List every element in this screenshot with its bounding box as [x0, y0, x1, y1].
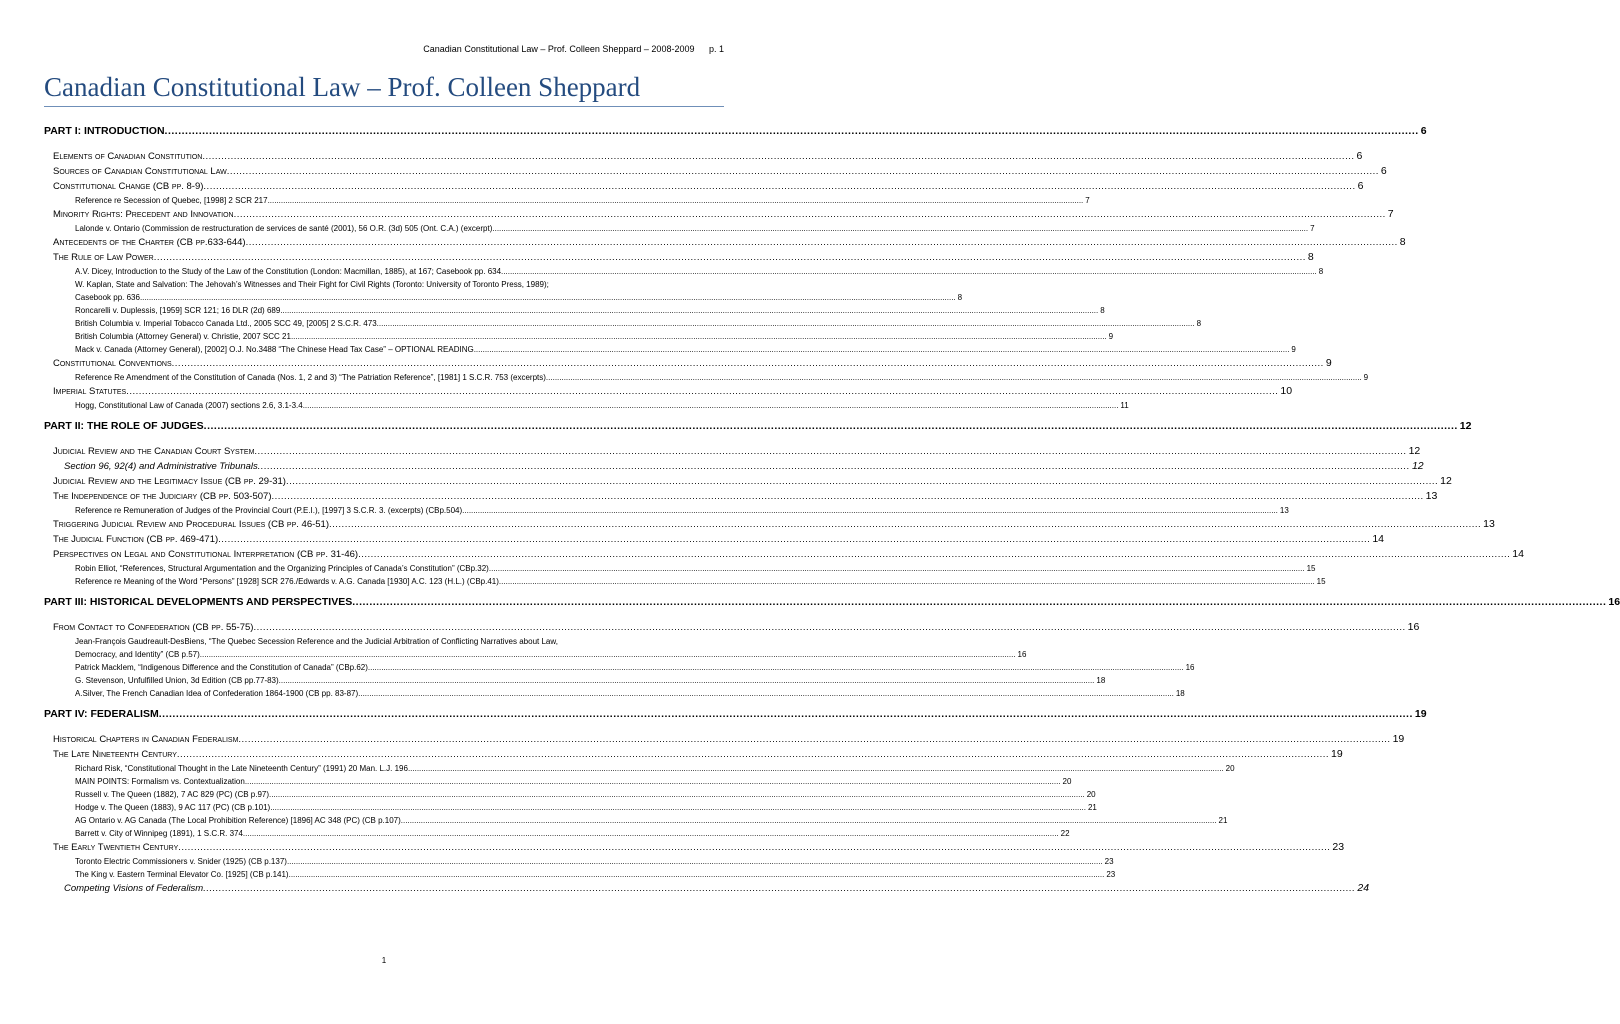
toc-entry-text: PART III: HISTORICAL DEVELOPMENTS AND PERSPECTIVES: [44, 596, 353, 608]
toc-entry[interactable]: [44, 304, 1105, 317]
dot-leader: [286, 474, 1438, 489]
toc-page-number: 18: [1096, 676, 1106, 685]
dot-leader: [159, 707, 1413, 722]
toc-entry[interactable]: [44, 562, 1316, 575]
dot-leader: [289, 868, 1105, 881]
toc-page-number: 16: [1407, 621, 1420, 633]
toc-page-number: 22: [1060, 829, 1070, 838]
toc-page-number: 9: [1325, 357, 1332, 369]
toc-page-number: 8: [1196, 319, 1202, 328]
toc-page-number: 23: [1104, 857, 1114, 866]
toc-page-number: 11: [1120, 401, 1129, 410]
dot-leader: [172, 356, 1324, 371]
dot-leader: [126, 384, 1278, 399]
dot-leader: [352, 595, 1606, 610]
toc-entry-multiline[interactable]: [44, 635, 1027, 661]
dot-leader: [202, 149, 1354, 164]
toc-page-number: 6: [1380, 165, 1387, 177]
toc-entry[interactable]: [44, 687, 1185, 700]
toc-entry-continuation[interactable]: [75, 648, 1027, 661]
toc-entry-text: Democracy, and Identity” (CB p.57): [75, 650, 200, 659]
toc-entry-text: The King v. Eastern Terminal Elevator Co. [1925] (CB p.141): [75, 870, 289, 879]
dot-leader: [462, 504, 1278, 517]
toc-entry-text: W. Kaplan, State and Salvation: The Jehovah’s Witnesses and Their Fight for Civil Rights (Toronto: University of Toronto Press, 1989);: [75, 280, 549, 289]
toc-page-number: 19: [1392, 733, 1405, 745]
toc-entry-text: Historical Chapters in Canadian Federalism: [53, 734, 239, 745]
dot-leader: [234, 207, 1386, 222]
dot-leader: [358, 547, 1510, 562]
toc-part-heading[interactable]: [44, 124, 1427, 139]
page-number: 1: [381, 956, 387, 965]
toc-entry-text: Elements of Canadian Constitution: [53, 151, 203, 162]
toc-entry[interactable]: [44, 827, 1070, 840]
toc-entry-text: Hogg, Constitutional Law of Canada (2007) sections 2.6, 3.1-3.4: [75, 401, 303, 410]
toc-entry-text: Perspectives on Legal and Constitutional Interpretation (CB pp. 31-46): [53, 549, 359, 560]
toc-entry-text: Mack v. Canada (Attorney General), [2002] O.J. No.3488 “The Chinese Head Tax Case” – OPTIONAL READING: [75, 345, 474, 354]
toc-page-number: 23: [1106, 870, 1116, 879]
dot-leader: [218, 532, 1370, 547]
dot-leader: [287, 855, 1103, 868]
toc-page-number: 23: [1332, 841, 1345, 853]
toc-entry-text: Section 96, 92(4) and Administrative Tribunals: [64, 461, 258, 472]
toc-entry-text: Russell v. The Queen (1882), 7 AC 829 (PC) (CB p.97): [75, 790, 270, 799]
dot-leader: [329, 517, 1481, 532]
document-title: Canadian Constitutional Law – Prof. Colleen Sheppard: [44, 72, 641, 102]
toc-page-number: 15: [1316, 577, 1326, 586]
toc-page-number: 12: [1411, 460, 1424, 472]
dot-leader: [177, 747, 1329, 762]
toc-entry-text: British Columbia v. Imperial Tobacco Canada Ltd., 2005 SCC 49, [2005] 2 S.C.R. 473.: [75, 319, 379, 328]
toc-page-number: 8: [957, 293, 963, 302]
toc-entry[interactable]: [44, 399, 1129, 412]
toc-section[interactable]: [44, 620, 1420, 635]
section-spacer: [44, 588, 724, 595]
dot-leader: [546, 371, 1362, 384]
toc-section[interactable]: [44, 474, 1452, 489]
toc-page-number: 9: [1363, 373, 1369, 382]
toc-entry-multiline[interactable]: [44, 278, 963, 304]
toc-section[interactable]: [44, 489, 1438, 504]
dot-leader: [238, 732, 1390, 747]
toc-entry-text: AG Ontario v. AG Canada (The Local Prohibition Reference) [1896] AC 348 (PC) (CB p.107): [75, 816, 401, 825]
toc-entry-text: PART IV: FEDERALISM: [44, 708, 159, 720]
toc-entry-text: Sources of Canadian Constitutional Law: [53, 166, 227, 177]
toc-entry-text: PART II: THE ROLE OF JUDGES: [44, 420, 204, 432]
toc-entry-text: The Judicial Function (CB pp. 469-471): [53, 534, 219, 545]
toc-page-number: 7: [1387, 208, 1394, 220]
toc-entry[interactable]: [44, 504, 1289, 517]
toc-section[interactable]: [44, 517, 1495, 532]
dot-leader: [246, 235, 1398, 250]
toc-entry-text: Reference re Remuneration of Judges of the Provincial Court (P.E.I.), [1997] 3 S.C.R. 3. (excerpts) (CBp.504): [75, 506, 463, 515]
toc-page-number: 16: [1608, 596, 1620, 608]
toc-part-heading[interactable]: [44, 419, 1472, 434]
toc-page-number: 8: [1307, 251, 1314, 263]
toc-entry-text: Reference re Meaning of the Word “Persons” [1928] SCR 276./Edwards v. A.G. Canada [1930] A.C. 123 (H.L.) (CBp.41): [75, 577, 499, 586]
toc-section[interactable]: [44, 235, 1406, 250]
toc-entry-text: Minority Rights: Precedent and Innovation: [53, 209, 234, 220]
toc-entry-text: British Columbia (Attorney General) v. Christie, 2007 SCC 21: [75, 332, 291, 341]
toc-page-number: 16: [1017, 650, 1027, 659]
toc-part-heading[interactable]: [44, 707, 1427, 722]
toc-page-number: 8: [1318, 267, 1324, 276]
toc-entry-text: Triggering Judicial Review and Procedural Issues (CB pp. 46-51): [53, 519, 329, 530]
toc-entry-text: Competing Visions of Federalism: [64, 883, 204, 894]
header-page-label: p. 1: [708, 44, 724, 54]
dot-leader: [203, 881, 1355, 896]
toc-entry-text: G. Stevenson, Unfulfilled Union, 3d Edition (CB pp.77-83): [75, 676, 279, 685]
toc-entry-text: Judicial Review and the Canadian Court System: [53, 446, 255, 457]
toc-entry-text: The Independence of the Judiciary (CB pp. 503-507): [53, 491, 272, 502]
dot-leader: [474, 343, 1290, 356]
toc-page-number: 20: [1062, 777, 1072, 786]
dot-leader: [492, 222, 1308, 235]
toc-section[interactable]: [44, 547, 1524, 562]
toc-entry-text: PART I: INTRODUCTION: [44, 125, 165, 137]
toc-entry[interactable]: [44, 265, 1324, 278]
toc-page-number: 12: [1440, 475, 1452, 487]
running-title: Canadian Constitutional Law – Prof. Colleen Sheppard – 2008-2009: [423, 44, 695, 54]
toc-section[interactable]: [44, 356, 1332, 371]
dot-leader: [268, 194, 1084, 207]
dot-leader: [368, 661, 1184, 674]
dot-leader: [291, 330, 1107, 343]
toc-entry-text: A.Silver, The French Canadian Idea of Confederation 1864-1900 (CB pp. 83-87): [75, 689, 359, 698]
toc-entry[interactable]: [44, 222, 1315, 235]
toc-page-number: 13: [1425, 490, 1438, 502]
toc-part-heading[interactable]: [44, 595, 1620, 610]
dot-leader: [499, 575, 1315, 588]
toc-entry-text: Patrick Macklem, “Indigenous Difference and the Constitution of Canada” (CBp.62): [75, 663, 368, 672]
toc-entry-text: Constitutional Change (CB pp. 8-9): [53, 181, 204, 192]
toc-entry[interactable]: [44, 317, 1202, 330]
dot-leader: [165, 124, 1419, 139]
dot-leader: [254, 444, 1406, 459]
toc-page-number: 10: [1280, 385, 1293, 397]
toc-subsection[interactable]: [44, 459, 1424, 474]
toc-section[interactable]: [44, 732, 1405, 747]
running-header: [423, 44, 724, 54]
dot-leader: [140, 291, 956, 304]
toc-section[interactable]: [44, 747, 1343, 762]
toc-entry-text: Richard Risk, “Constitutional Thought in the Late Nineteenth Century” (1991) 20 Man. L.J. 196: [75, 764, 408, 773]
toc-section[interactable]: [44, 149, 1363, 164]
toc-entry[interactable]: [44, 775, 1072, 788]
dot-leader: [154, 250, 1306, 265]
toc-page-number: 16: [1185, 663, 1195, 672]
dot-leader: [279, 674, 1095, 687]
dot-leader: [200, 648, 1016, 661]
toc-section[interactable]: [44, 840, 1345, 855]
toc-entry-text: From Contact to Confederation (CB pp. 55-75): [53, 622, 254, 633]
section-spacer: [44, 700, 724, 707]
toc-entry-text: Lalonde v. Ontario (Commission de restructuration de services de santé (2001), 56 O.R. (3d) 505 (Ont. C.A.) (excerpt): [75, 224, 493, 233]
dot-leader: [269, 788, 1085, 801]
toc-page-number: 19: [1414, 708, 1427, 720]
dot-leader: [243, 827, 1059, 840]
section-spacer: [44, 412, 724, 419]
toc-entry-text: Reference re Secession of Quebec, [1998] 2 SCR 217: [75, 196, 268, 205]
toc-entry-text: The Rule of Law Power: [53, 252, 154, 263]
toc-subsection[interactable]: [44, 881, 1370, 896]
toc-entry[interactable]: [44, 330, 1114, 343]
toc-entry-text: Hodge v. The Queen (1883), 9 AC 117 (PC) (CB p.101): [75, 803, 271, 812]
toc-entry-text: Imperial Statutes: [53, 386, 127, 397]
toc-entry[interactable]: [44, 868, 1116, 881]
dot-leader: [303, 399, 1119, 412]
dot-leader: [401, 814, 1217, 827]
toc-entry[interactable]: [44, 343, 1296, 356]
dot-leader: [379, 317, 1195, 330]
dot-leader: [245, 775, 1061, 788]
toc-page-number: 20: [1086, 790, 1096, 799]
toc-section[interactable]: [44, 250, 1314, 265]
toc-entry-text: Robin Elliot, “References, Structural Argumentation and the Organizing Principles of Canada’s Constitution” (CBp.32): [75, 564, 489, 573]
dot-leader: [227, 164, 1379, 179]
dot-leader: [283, 304, 1099, 317]
toc-entry[interactable]: [44, 788, 1096, 801]
toc-entry-text: Casebook pp. 636: [75, 293, 140, 302]
toc-page-number: 13: [1483, 518, 1495, 530]
toc-section[interactable]: [44, 164, 1387, 179]
toc-page-number: 9: [1291, 345, 1296, 354]
toc-page-number: 12: [1408, 445, 1421, 457]
dot-leader: [203, 179, 1355, 194]
toc-section[interactable]: [44, 532, 1385, 547]
toc-entry-text: The Late Nineteenth Century: [53, 749, 177, 760]
toc-entry-text: Toronto Electric Commissioners v. Snider (1925) (CB p.137): [75, 857, 287, 866]
toc-page-number: 20: [1225, 764, 1235, 773]
toc-entry-text: A.V. Dicey, Introduction to the Study of the Law of the Constitution (London: Macmillan, 1885), at 167; Casebook pp. 634: [75, 267, 502, 276]
dot-leader: [271, 489, 1423, 504]
table-of-contents: [44, 124, 1620, 896]
toc-entry[interactable]: [44, 855, 1114, 868]
toc-page-number: 18: [1175, 689, 1185, 698]
toc-page-number: 7: [1310, 224, 1315, 233]
toc-entry[interactable]: [44, 762, 1235, 775]
toc-entry-text: The Early Twentieth Century: [53, 842, 179, 853]
dot-leader: [489, 562, 1305, 575]
dot-leader: [270, 801, 1086, 814]
dot-leader: [253, 620, 1405, 635]
toc-page-number: 19: [1331, 748, 1343, 760]
toc-entry[interactable]: [44, 814, 1228, 827]
toc-entry[interactable]: [44, 661, 1195, 674]
toc-page-number: 6: [1356, 150, 1363, 162]
toc-section[interactable]: [44, 444, 1421, 459]
toc-entry-text: Antecedents of the Charter (CB pp.633-644): [53, 237, 246, 248]
toc-page-number: 6: [1357, 180, 1364, 192]
toc-entry-text: Reference Re Amendment of the Constitution of Canada (Nos. 1, 2 and 3) “The Patriation Reference”, [1981] 1 S.C.R. 753 (excerpts): [75, 373, 546, 382]
toc-entry-text: MAIN POINTS: Formalism vs. Contextualization: [75, 777, 245, 786]
toc-entry-text: Jean-François Gaudreault-DesBiens, “The Quebec Secession Reference and the Judicial Arbitration of Conflicting Narratives about Law,: [75, 637, 558, 646]
toc-section[interactable]: [44, 384, 1293, 399]
toc-entry[interactable]: [44, 194, 1090, 207]
toc-page-number: 21: [1087, 803, 1097, 812]
toc-entry[interactable]: [44, 801, 1097, 814]
dot-leader: [178, 840, 1330, 855]
toc-page-number: 9: [1108, 332, 1114, 341]
title-underline: [44, 106, 724, 107]
dot-leader: [501, 265, 1317, 278]
toc-entry-text: Judicial Review and the Legitimacy Issue (CB pp. 29-31): [53, 476, 286, 487]
dot-leader: [258, 459, 1410, 474]
toc-page-number: 21: [1218, 816, 1228, 825]
toc-entry-text: Barrett v. City of Winnipeg (1891), 1 S.C.R. 374: [75, 829, 243, 838]
toc-page-number: 12: [1459, 420, 1472, 432]
toc-page-number: 6: [1420, 125, 1427, 137]
toc-entry[interactable]: [44, 575, 1326, 588]
toc-section[interactable]: [44, 179, 1364, 194]
dot-leader: [358, 687, 1174, 700]
toc-page-number: 24: [1357, 882, 1370, 894]
dot-leader: [408, 762, 1224, 775]
toc-page-number: 7: [1085, 196, 1090, 205]
toc-page-number: 14: [1372, 533, 1385, 545]
toc-entry[interactable]: [44, 674, 1106, 687]
toc-section[interactable]: [44, 207, 1394, 222]
toc-page-number: 8: [1399, 236, 1406, 248]
dot-leader: [204, 419, 1458, 434]
toc-page-number: 8: [1100, 306, 1105, 315]
toc-entry-text: Constitutional Conventions: [53, 358, 172, 369]
toc-entry[interactable]: [44, 371, 1369, 384]
toc-entry-text: Roncarelli v. Duplessis, [1959] SCR 121; 16 DLR (2d) 689.: [75, 306, 283, 315]
toc-page-number: 14: [1512, 548, 1524, 560]
toc-page-number: 13: [1279, 506, 1289, 515]
toc-page-number: 15: [1306, 564, 1316, 573]
toc-entry-continuation[interactable]: [75, 291, 963, 304]
